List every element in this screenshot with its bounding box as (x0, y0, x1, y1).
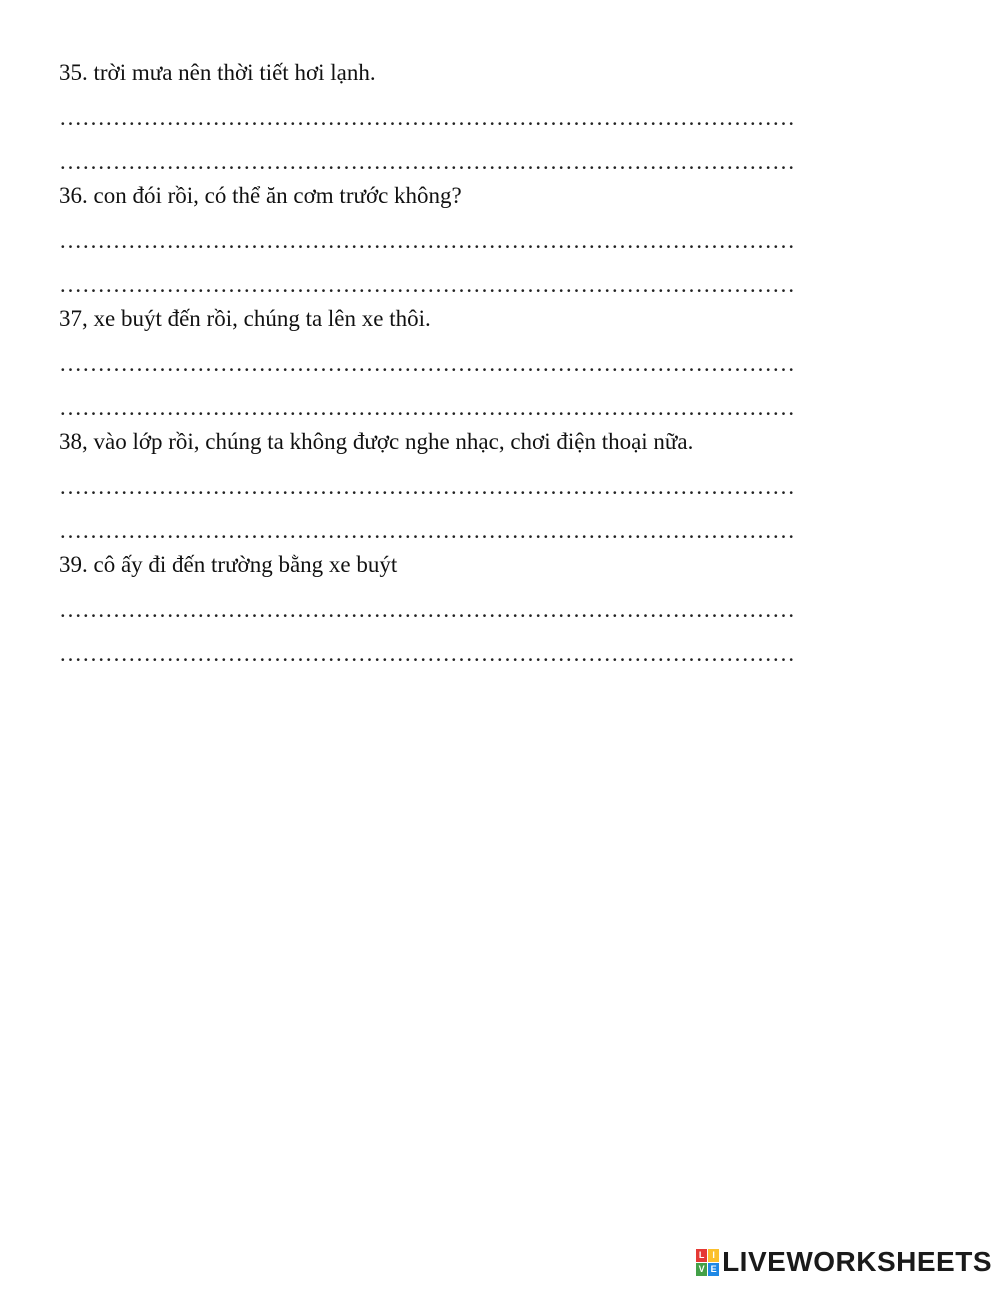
question-prompt: 38, vào lớp rồi, chúng ta không được nghe nhạc, chơi điện thoại nữa. (59, 429, 694, 454)
worksheet-content (59, 57, 929, 664)
logo-letter-v: V (696, 1263, 707, 1276)
liveworksheets-logo (696, 1247, 992, 1277)
logo-letter-i: I (708, 1249, 719, 1262)
question-prompt: 37, xe buýt đến rồi, chúng ta lên xe thôi. (59, 306, 431, 331)
answer-line[interactable]: …………………………………………………………………………………… (59, 152, 795, 172)
answer-line[interactable]: …………………………………………………………………………………… (59, 600, 795, 620)
brand-name: LIVEWORKSHEETS (722, 1246, 992, 1277)
question-prompt: 36. con đói rồi, có thể ăn cơm trước không? (59, 183, 462, 208)
answer-line[interactable]: …………………………………………………………………………………… (59, 275, 795, 295)
liveworksheets-logo-icon (696, 1249, 718, 1275)
answer-line[interactable]: …………………………………………………………………………………… (59, 644, 795, 664)
answer-line[interactable]: …………………………………………………………………………………… (59, 398, 795, 418)
question-36 (59, 180, 929, 295)
logo-letter-e: E (708, 1263, 719, 1276)
answer-line[interactable]: …………………………………………………………………………………… (59, 354, 795, 374)
answer-line[interactable]: …………………………………………………………………………………… (59, 477, 795, 497)
answer-line[interactable]: …………………………………………………………………………………… (59, 521, 795, 541)
question-37 (59, 303, 929, 418)
answer-line[interactable]: …………………………………………………………………………………… (59, 108, 795, 128)
question-35 (59, 57, 929, 172)
logo-letter-l: L (696, 1249, 707, 1262)
question-prompt: 35. trời mưa nên thời tiết hơi lạnh. (59, 60, 376, 85)
question-prompt: 39. cô ấy đi đến trường bằng xe buýt (59, 552, 398, 577)
answer-line[interactable]: …………………………………………………………………………………… (59, 231, 795, 251)
question-39 (59, 549, 929, 664)
question-38 (59, 426, 929, 541)
